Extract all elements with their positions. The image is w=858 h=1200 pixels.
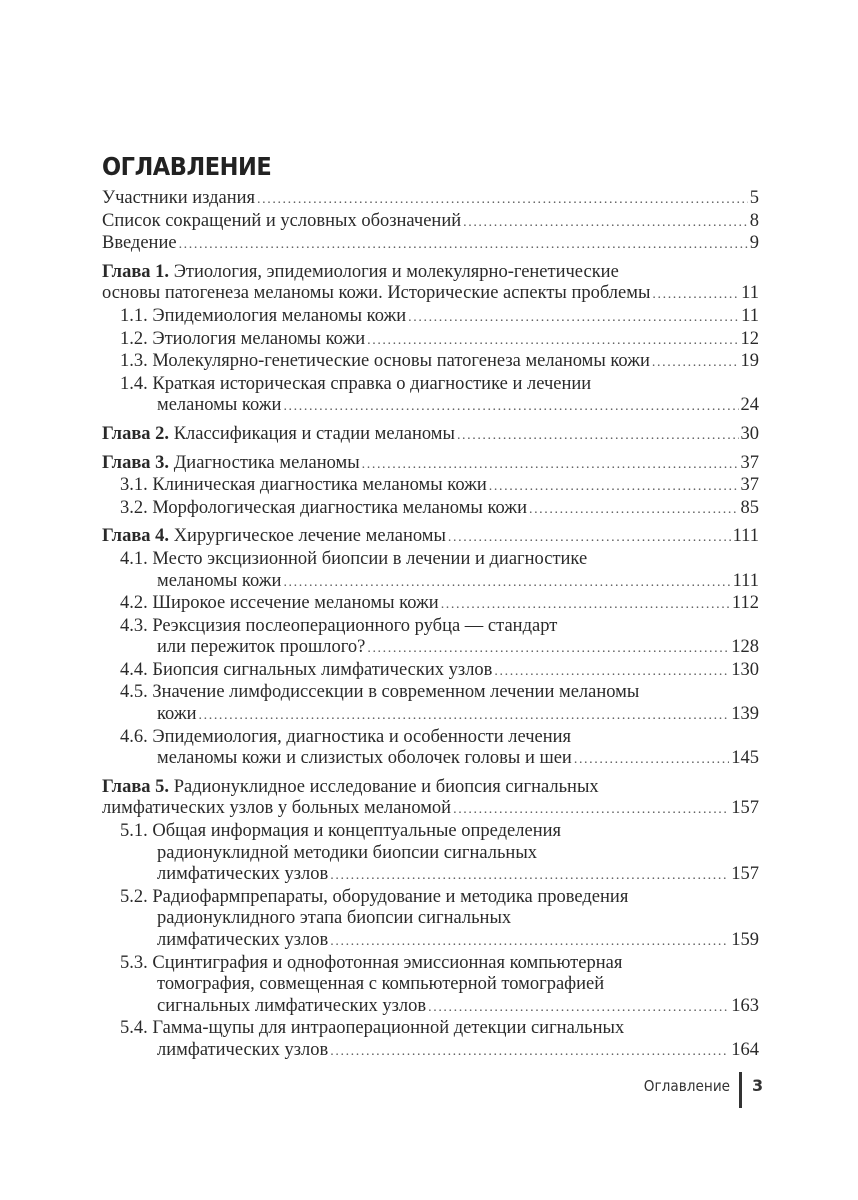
- toc-line: [102, 395, 759, 418]
- page-ref: 37: [740, 475, 759, 496]
- entry-title: Диагностика меланомы: [173, 452, 360, 473]
- toc-line: [102, 908, 759, 930]
- dot-leader: [362, 454, 739, 476]
- section-number: 5.1.: [120, 821, 148, 842]
- page-ref: 157: [731, 798, 759, 819]
- dot-leader: [428, 997, 729, 1019]
- toc-section[interactable]: [102, 475, 759, 498]
- toc-section[interactable]: [102, 1018, 759, 1062]
- page-title: ОГЛАВЛЕНИЕ: [102, 152, 272, 181]
- page-ref: 19: [740, 351, 759, 372]
- entry-title: основы патогенеза меланомы кожи. Исторические аспекты проблемы: [102, 283, 651, 304]
- chapter-label: Глава 4.: [102, 526, 170, 547]
- entry-text: [120, 660, 492, 682]
- entry-text: [102, 211, 461, 233]
- toc-entry[interactable]: [102, 188, 759, 211]
- entry-text: [102, 424, 455, 446]
- page-ref: 9: [749, 233, 759, 254]
- toc-line: [102, 306, 759, 329]
- entry-text: [120, 498, 527, 520]
- entry-text: [157, 1040, 328, 1062]
- dot-leader: [574, 749, 729, 771]
- entry-text: [157, 864, 328, 886]
- page-ref: 145: [731, 748, 759, 769]
- entry-text: [102, 188, 255, 210]
- dot-leader: [199, 705, 730, 727]
- entry-title: Молекулярно-генетические основы патогенеза меланомы кожи: [152, 351, 650, 372]
- section-number: 3.2.: [120, 497, 148, 518]
- section-number: 4.5.: [120, 682, 148, 703]
- entry-title: Значение лимфодиссекции в современном лечении меланомы: [152, 682, 640, 703]
- entry-text: [120, 306, 406, 328]
- section-number: 4.1.: [120, 548, 148, 569]
- page-ref: 159: [731, 930, 759, 950]
- entry-text: [120, 351, 650, 373]
- page-ref: 37: [740, 452, 759, 473]
- toc-line: [102, 974, 759, 996]
- page-ref: 112: [731, 593, 759, 614]
- entry-title: Список сокращений и условных обозначений: [102, 210, 462, 231]
- running-header-label: Оглавление: [643, 1077, 730, 1095]
- entry-text: [157, 637, 365, 659]
- toc-section[interactable]: [102, 660, 759, 683]
- dot-leader: [453, 799, 729, 821]
- toc-line: [102, 498, 759, 521]
- page-ref: 111: [732, 570, 759, 591]
- page-ref: 30: [740, 423, 759, 444]
- toc-line: [102, 953, 759, 975]
- page-ref: 139: [731, 704, 759, 725]
- entry-text: [157, 996, 426, 1018]
- toc-section[interactable]: [102, 593, 759, 616]
- page-ref: 85: [740, 497, 759, 518]
- dot-leader: [652, 284, 739, 306]
- entry-title: кожи: [157, 704, 197, 725]
- toc-chapter[interactable]: [102, 262, 759, 306]
- dot-leader: [441, 594, 730, 616]
- toc-line: [102, 777, 759, 799]
- toc-line: [102, 704, 759, 727]
- dot-leader: [457, 425, 739, 447]
- toc-line: [102, 843, 759, 865]
- entry-title: Клиническая диагностика меланомы кожи: [152, 475, 487, 496]
- toc-line: [102, 262, 759, 284]
- dot-leader: [367, 330, 738, 352]
- toc-chapter[interactable]: [102, 424, 759, 447]
- entry-text: [120, 329, 365, 351]
- toc-section[interactable]: [102, 329, 759, 352]
- section-number: 5.4.: [120, 1018, 148, 1039]
- dot-leader: [494, 661, 729, 683]
- entry-text: [157, 395, 281, 417]
- toc-entry[interactable]: [102, 211, 759, 234]
- table-of-contents: [102, 188, 759, 1063]
- toc-line: [102, 593, 759, 616]
- dot-leader: [463, 212, 748, 234]
- toc-line: [102, 887, 759, 909]
- toc-section[interactable]: [102, 351, 759, 374]
- toc-section[interactable]: [102, 887, 759, 953]
- page-ref: 111: [732, 526, 759, 547]
- toc-line: [102, 1018, 759, 1040]
- entry-text: [102, 526, 446, 548]
- entry-title: Биопсия сигнальных лимфатических узлов: [152, 659, 493, 680]
- dot-leader: [652, 352, 739, 374]
- chapter-label: Глава 2.: [102, 423, 170, 444]
- entry-text: [157, 930, 328, 952]
- toc-section[interactable]: [102, 306, 759, 329]
- toc-line: [102, 821, 759, 843]
- toc-line: [102, 864, 759, 887]
- dot-leader: [179, 234, 748, 256]
- page-ref: 5: [749, 188, 759, 208]
- footer-divider: [739, 1072, 742, 1108]
- page-ref: 24: [740, 395, 759, 416]
- toc-section[interactable]: [102, 616, 759, 660]
- entry-title: лимфатических узлов: [157, 864, 329, 885]
- section-number: 4.4.: [120, 659, 148, 680]
- entry-text: [157, 571, 281, 593]
- entry-title: Место эксцизионной биопсии в лечении и диагностике: [152, 548, 588, 569]
- entry-title: меланомы кожи и слизистых оболочек головы и шеи: [157, 748, 572, 769]
- toc-line: [102, 329, 759, 352]
- entry-text: [157, 704, 197, 726]
- toc-line: [102, 549, 759, 571]
- section-number: 1.4.: [120, 373, 148, 394]
- section-number: 4.3.: [120, 615, 148, 636]
- toc-chapter[interactable]: [102, 777, 759, 821]
- toc-section[interactable]: [102, 374, 759, 418]
- toc-line: [102, 930, 759, 953]
- section-number: 4.2.: [120, 593, 148, 614]
- entry-title: или пережиток прошлого?: [157, 637, 366, 658]
- toc-line: [102, 798, 759, 821]
- dot-leader: [330, 931, 729, 953]
- page-ref: 128: [731, 637, 759, 658]
- dot-leader: [283, 396, 738, 418]
- entry-title: Широкое иссечение меланомы кожи: [152, 593, 439, 614]
- entry-title: Радиофармпрепараты, оборудование и методика проведения: [152, 886, 629, 907]
- toc-chapter[interactable]: [102, 453, 759, 476]
- dot-leader: [367, 638, 729, 660]
- page-number: 3: [752, 1076, 764, 1095]
- toc-line: [102, 616, 759, 638]
- entry-title: Хирургическое лечение меланомы: [173, 526, 446, 547]
- toc-line: [102, 188, 759, 211]
- entry-title: Участники издания: [102, 188, 256, 208]
- entry-text: [102, 798, 451, 820]
- dot-leader: [489, 476, 739, 498]
- page-ref: 130: [731, 659, 759, 680]
- entry-title: радионуклидной методики биопсии сигнальных: [157, 842, 538, 863]
- dot-leader: [408, 307, 739, 329]
- page-ref: 12: [740, 328, 759, 349]
- toc-section[interactable]: [102, 682, 759, 726]
- entry-title: Этиология, эпидемиология и молекулярно-генетические: [173, 261, 619, 282]
- entry-text: [120, 475, 487, 497]
- entry-title: Морфологическая диагностика меланомы кожи: [152, 497, 527, 518]
- toc-line: [102, 211, 759, 234]
- entry-title: Общая информация и концептуальные определения: [152, 821, 562, 842]
- toc-section[interactable]: [102, 549, 759, 593]
- entry-title: лимфатических узлов: [157, 1039, 329, 1060]
- page-ref: 164: [731, 1039, 759, 1060]
- entry-text: [102, 283, 650, 305]
- page-ref: 163: [731, 995, 759, 1016]
- entry-title: лимфатических узлов у больных меланомой: [102, 798, 452, 819]
- dot-leader: [529, 499, 739, 521]
- toc-line: [102, 571, 759, 594]
- page-ref: 157: [731, 864, 759, 885]
- entry-title: Гамма-щупы для интраоперационной детекции сигнальных: [152, 1018, 625, 1039]
- toc-line: [102, 727, 759, 749]
- toc-line: [102, 424, 759, 447]
- toc-line: [102, 475, 759, 498]
- section-number: 5.2.: [120, 886, 148, 907]
- dot-leader: [283, 572, 730, 594]
- entry-text: [102, 453, 360, 475]
- toc-section[interactable]: [102, 727, 759, 771]
- toc-section[interactable]: [102, 821, 759, 887]
- entry-title: Эпидемиология, диагностика и особенности лечения: [152, 726, 572, 747]
- section-number: 1.1.: [120, 305, 148, 326]
- toc-line: [102, 996, 759, 1019]
- section-number: 1.2.: [120, 328, 148, 349]
- entry-title: сигнальных лимфатических узлов: [157, 995, 427, 1016]
- toc-line: [102, 637, 759, 660]
- entry-title: Краткая историческая справка о диагностике и лечении: [152, 373, 592, 394]
- page-ref: 11: [741, 283, 759, 304]
- entry-title: радионуклидного этапа биопсии сигнальных: [157, 908, 512, 929]
- dot-leader: [330, 1041, 729, 1063]
- chapter-label: Глава 3.: [102, 452, 170, 473]
- entry-text: [120, 593, 439, 615]
- toc-line: [102, 351, 759, 374]
- entry-title: Сцинтиграфия и однофотонная эмиссионная компьютерная: [152, 952, 623, 973]
- page-ref: 8: [749, 210, 759, 231]
- page-ref: 11: [741, 305, 759, 326]
- toc-line: [102, 682, 759, 704]
- chapter-label: Глава 5.: [102, 776, 170, 797]
- page-footer: [0, 1072, 858, 1108]
- section-number: 1.3.: [120, 351, 148, 372]
- toc-line: [102, 660, 759, 683]
- entry-text: [157, 748, 572, 770]
- entry-title: Этиология меланомы кожи: [152, 328, 366, 349]
- toc-entry[interactable]: [102, 233, 759, 256]
- toc-line: [102, 526, 759, 549]
- toc-section[interactable]: [102, 498, 759, 521]
- section-number: 5.3.: [120, 952, 148, 973]
- toc-line: [102, 374, 759, 396]
- entry-title: Эпидемиология меланомы кожи: [152, 305, 407, 326]
- toc-line: [102, 1040, 759, 1063]
- toc-page: [102, 150, 759, 1063]
- toc-chapter[interactable]: [102, 526, 759, 549]
- toc-line: [102, 748, 759, 771]
- entry-title: лимфатических узлов: [157, 930, 329, 950]
- section-number: 4.6.: [120, 726, 148, 747]
- toc-line: [102, 233, 759, 256]
- toc-line: [102, 283, 759, 306]
- dot-leader: [448, 527, 731, 549]
- entry-title: Радионуклидное исследование и биопсия сигнальных: [173, 776, 599, 797]
- entry-text: [102, 233, 177, 255]
- section-number: 3.1.: [120, 475, 148, 496]
- toc-line: [102, 453, 759, 476]
- entry-title: Реэксцизия послеоперационного рубца — стандарт: [152, 615, 558, 636]
- dot-leader: [330, 865, 729, 887]
- entry-title: меланомы кожи: [157, 395, 282, 416]
- entry-title: меланомы кожи: [157, 570, 282, 591]
- entry-title: Классификация и стадии меланомы: [173, 423, 455, 444]
- dot-leader: [257, 189, 748, 211]
- chapter-label: Глава 1.: [102, 261, 170, 282]
- entry-title: томография, совмещенная с компьютерной томографией: [157, 974, 605, 995]
- toc-section[interactable]: [102, 953, 759, 1019]
- entry-title: Введение: [102, 233, 177, 254]
